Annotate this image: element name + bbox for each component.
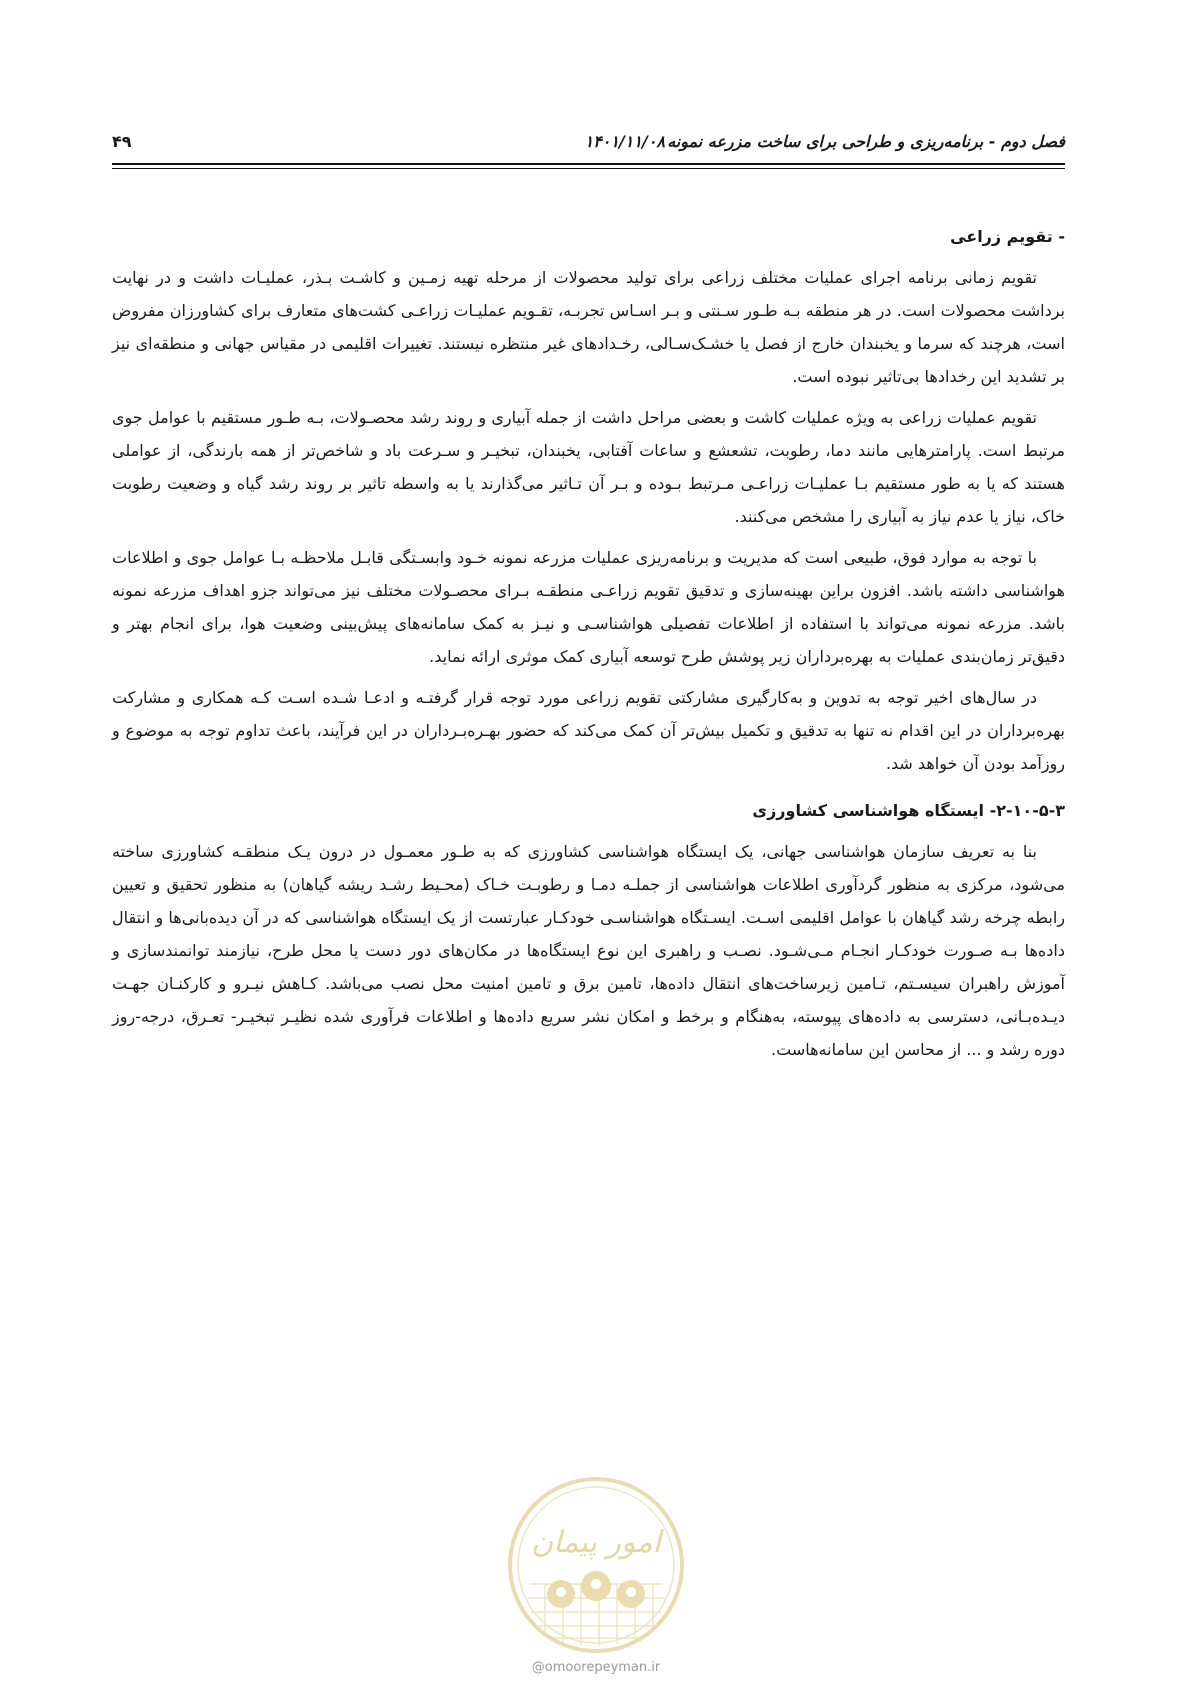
header-divider-thin — [112, 168, 1065, 169]
section-heading-weather-station: ۲-۱۰-۵-۳- ایستگاه هواشناسی کشاورزی — [752, 801, 1065, 820]
paragraph: با توجه به موارد فوق، طبیعی است که مدیریت و برنامه‌ریزی عملیات مزرعه نمونه خـود وابسـتگی قابـل ملاحظـه بـا عوامل جوی و اطلاعات هواشناسی داشته باشد. افزون براین بهینه‌سازی و تدقیق تقویم زراعـی منطقـه بـرای محصـولات مختلف نیز می‌تواند جزو اهداف مزرعه نمونه باشد. مزرعه نمونه می‌تواند با استفاده از اطلاعات تفصیلی هواشناسـی و نیـز به کمک سامانه‌های پیش‌بینی وضعیت هوا، برای انجام بهتر و دقیق‌تر زمان‌بندی عملیات به بهره‌برداران زیر پوشش طرح توسعه آبیاری کمک موثری ارائه نماید. — [112, 548, 1065, 666]
seal-lettering: امور پیمان — [531, 1525, 661, 1560]
paragraph: بنا به تعریف سازمان هواشناسی جهانی، یک ایستگاه هواشناسی کشاورزی که به طـور معمـول در درون یـک منطقـه کشاورزی ساخته می‌شود، مرکزی به منظور گردآوری اطلاعات هواشناسی از جملـه دمـا و رطوبـت خـاک (محـیط رشـد ریشه گیاهان) به منظور تحقیق و تعیین رابطه چرخه رشد گیاهان با عوامل اقلیمی اسـت. ایسـتگاه هواشناسـی خودکـار عبارتست از یک ایستگاه هواشناسی که در آن دیده‌بانی‌ها و انتقال داده‌ها بـه صـورت خودکـار انجـام مـی‌شـود. نصـب و راهبری این نوع ایستگاه‌ها در مکان‌های دور دست یا محل طرح، نیازمند توانمندسازی و آموزش راهبران سیسـتم، تـامین زیرساخت‌های انتقال داده‌ها، تامین برق و تامین امنیت محل نصب می‌باشد. کـاهش نیـرو و کارکنـان جهـت دیـده‌بـانی، دسترسی به داده‌های پیوسته، به‌هنگام و برخط و امکان نشر سریع داده‌ها و اطلاعات فرآوری شده نظیـر تبخیـر- تعـرق، درجه-روز دوره رشد و ... از محاسن این سامانه‌هاست. — [112, 842, 1065, 1059]
page-header — [112, 128, 1065, 170]
header-date: ۱۴۰۱/۱۱/۰۸ — [584, 132, 665, 151]
page-number: ۴۹ — [112, 132, 132, 151]
paragraph: تقویم عملیات زراعی به ویژه عملیات کاشت و بعضی مراحل داشت از جمله آبیاری و روند رشد محصـولات، بـه طـور مستقیم با عوامل جوی مرتبط است. پارامترهایی مانند دما، رطوبت، تشعشع و ساعات آفتابی، یخبندان، تبخیـر و سـرعت باد و شاخص‌تر از همه بارندگی، از عواملی هستند که یا به طور مستقیم بـا عملیـات زراعـی مـرتبط بـوده و بـر آن تـاثیر می‌گذارند یا به واسطه تاثیر بر روند رشد گیاه و وضعیت رطوبت خاک، نیاز یا عدم نیاز به آبیاری را مشخص می‌کنند. — [112, 408, 1065, 526]
seal-watermark-icon — [505, 1474, 687, 1656]
paragraph: تقویم زمانی برنامه اجرای عملیات مختلف زراعی برای تولید محصولات از مرحله تهیه زمـین و کاشـت بـذر، عملیـات داشت و در نهایت برداشت محصولات است. در هر منطقه بـه طـور سـنتی و بـر اسـاس تجربـه، تقـویم عملیـات زراعـی کشت‌های متعارف برای کشاورزان مفروض است، هرچند که سرما و یخبندان خارج از فصل یا خشـک‌سـالی، رخـدادهای غیر منتظره نیستند. تغییرات اقلیمی در مقیاس جهانی و منطقه‌ای نیز بر تشدید این رخدادها بی‌تاثیر نبوده است. — [112, 268, 1065, 386]
body-text — [112, 220, 1065, 1074]
chapter-title: فصل دوم - برنامه‌ریزی و طراحی برای ساخت مزرعه نمونه — [667, 132, 1065, 151]
header-divider — [112, 163, 1065, 165]
website-watermark: @omoorepeyman.ir — [531, 1660, 661, 1675]
section-heading-crop-calendar: - تقویم زراعی — [950, 227, 1065, 246]
paragraph: در سال‌های اخیر توجه به تدوین و به‌کارگیری مشارکتی تقویم زراعی مورد توجه قرار گرفتـه و ادعـا شـده اسـت کـه همکاری و مشارکت بهره‌برداران در این اقدام نه تنها به تدقیق و تکمیل بیش‌تر آن کمک می‌کند که حضور بهـره‌بـرداران در این فرآیند، باعث تداوم توجه به موضوع و روزآمد بودن آن خواهد شد. — [112, 688, 1065, 773]
